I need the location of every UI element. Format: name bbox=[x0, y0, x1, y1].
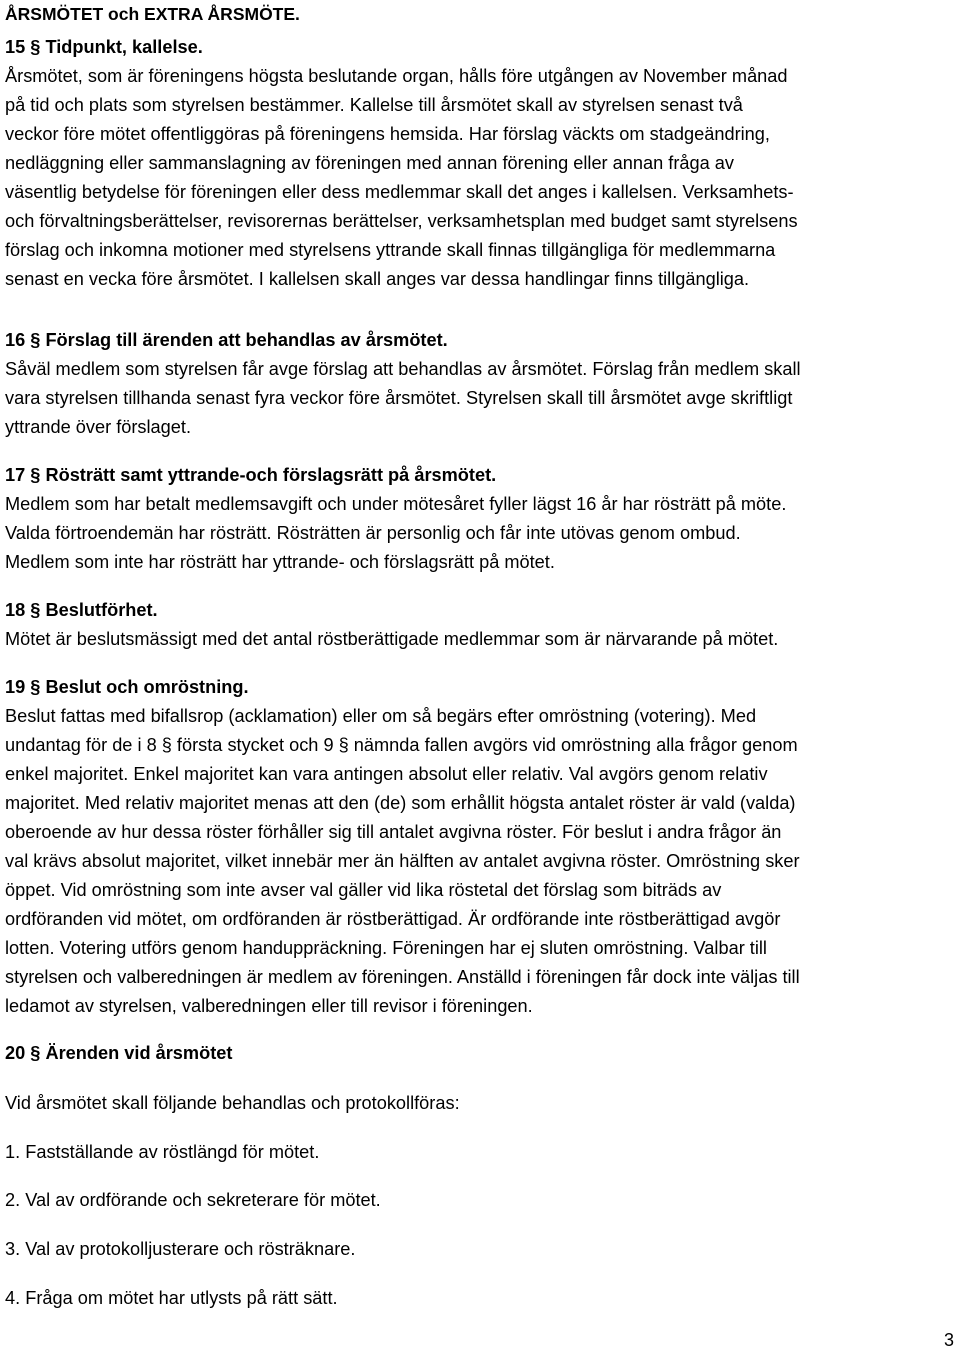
text-line: 4. Fråga om mötet har utlysts på rätt sätt. bbox=[5, 1288, 338, 1308]
text-line: Såväl medlem som styrelsen får avge förslag att behandlas av årsmötet. Förslag från medlem skall bbox=[5, 359, 801, 379]
agenda-item bbox=[5, 1138, 960, 1167]
section-19 bbox=[5, 673, 960, 1021]
section-16 bbox=[5, 326, 960, 442]
text-line: majoritet. Med relativ majoritet menas att den (de) som erhållit högsta antalet röster är vald (valda) bbox=[5, 793, 796, 813]
text-line: styrelsen och valberedningen är medlem av föreningen. Anställd i föreningen får dock inte väljas till bbox=[5, 967, 800, 987]
page-number: 3 bbox=[943, 1330, 954, 1350]
text-line: 3. Val av protokolljusterare och rösträknare. bbox=[5, 1239, 356, 1259]
text-line: oberoende av hur dessa röster förhåller sig till antalet avgivna röster. För beslut i andra frågor än bbox=[5, 822, 782, 842]
text-line: och förvaltningsberättelser, revisorernas berättelser, verksamhetsplan med budget samt styrelsens bbox=[5, 211, 798, 231]
text-line: vara styrelsen tillhanda senast fyra veckor före årsmötet. Styrelsen skall till årsmötet avge skriftligt bbox=[5, 388, 793, 408]
text-line: yttrande över förslaget. bbox=[5, 417, 192, 437]
text-line: Vid årsmötet skall följande behandlas och protokollföras: bbox=[5, 1093, 460, 1113]
section-18 bbox=[5, 596, 960, 654]
text-line: Årsmötet, som är föreningens högsta beslutande organ, hålls före utgången av November månad bbox=[5, 66, 788, 86]
section-heading: 16 § Förslag till ärenden att behandlas av årsmötet. bbox=[5, 330, 448, 350]
agenda-item bbox=[5, 1284, 960, 1313]
text-line: enkel majoritet. Enkel majoritet kan vara antingen absolut eller relativ. Val avgörs genom relativ bbox=[5, 764, 768, 784]
section-15 bbox=[5, 33, 960, 294]
agenda-item bbox=[5, 1186, 960, 1215]
text-line: 2. Val av ordförande och sekreterare för mötet. bbox=[5, 1190, 381, 1210]
section-heading: 19 § Beslut och omröstning. bbox=[5, 677, 249, 697]
text-line: 1. Fastställande av röstlängd för mötet. bbox=[5, 1142, 320, 1162]
text-line: öppet. Vid omröstning som inte avser val gäller vid lika röstetal det förslag som biträds av bbox=[5, 880, 722, 900]
text-line: Medlem som inte har rösträtt har yttrande- och förslagsrätt på mötet. bbox=[5, 552, 555, 572]
section-heading: 15 § Tidpunkt, kallelse. bbox=[5, 37, 203, 57]
text-line: Mötet är beslutsmässigt med det antal röstberättigade medlemmar som är närvarande på mötet. bbox=[5, 629, 779, 649]
agenda-intro bbox=[5, 1089, 960, 1118]
text-line: ledamot av styrelsen, valberedningen eller till revisor i föreningen. bbox=[5, 996, 533, 1016]
section-heading: 20 § Ärenden vid årsmötet bbox=[5, 1043, 233, 1063]
section-17 bbox=[5, 461, 960, 577]
text-line: väsentlig betydelse för föreningen eller dess medlemmar skall det anges i kallelsen. Verksamhets- bbox=[5, 182, 794, 202]
text-line: veckor före mötet offentliggöras på föreningens hemsida. Har förslag väckts om stadgeändring, bbox=[5, 124, 770, 144]
section-20 bbox=[5, 1039, 960, 1068]
text-line: Beslut fattas med bifallsrop (acklamation) eller om så begärs efter omröstning (votering). Med bbox=[5, 706, 757, 726]
text-line: nedläggning eller sammanslagning av föreningen med annan förening eller annan fråga av bbox=[5, 153, 735, 173]
text-line: förslag och inkomna motioner med styrelsens yttrande skall finnas tillgängliga för medlemmarna bbox=[5, 240, 776, 260]
section-heading: 17 § Rösträtt samt yttrande-och förslagsrätt på årsmötet. bbox=[5, 465, 497, 485]
section-heading: 18 § Beslutförhet. bbox=[5, 600, 158, 620]
text-line: Medlem som har betalt medlemsavgift och under mötesåret fyller lägst 16 år har rösträtt på möte. bbox=[5, 494, 787, 514]
text-line: ordföranden vid mötet, om ordföranden är röstberättigad. Är ordförande inte röstberättigad avgör bbox=[5, 909, 781, 929]
text-line: senast en vecka före årsmötet. I kallelsen skall anges var dessa handlingar finns tillgängliga. bbox=[5, 269, 750, 289]
text-line: undantag för de i 8 § första stycket och 9 § nämnda fallen avgörs vid omröstning alla frågor genom bbox=[5, 735, 798, 755]
agenda-item bbox=[5, 1235, 960, 1264]
text-line: val krävs absolut majoritet, vilket innebär mer än hälften av antalet avgivna röster. Omröstning sker bbox=[5, 851, 800, 871]
text-line: Valda förtroendemän har rösträtt. Rösträtten är personlig och får inte utövas genom ombud. bbox=[5, 523, 741, 543]
text-line: på tid och plats som styrelsen bestämmer. Kallelse till årsmötet skall av styrelsen senast två bbox=[5, 95, 743, 115]
document-title: ÅRSMÖTET och EXTRA ÅRSMÖTE. bbox=[5, 4, 300, 24]
text-line: lotten. Votering utförs genom handuppräckning. Föreningen har ej sluten omröstning. Valbar till bbox=[5, 938, 767, 958]
